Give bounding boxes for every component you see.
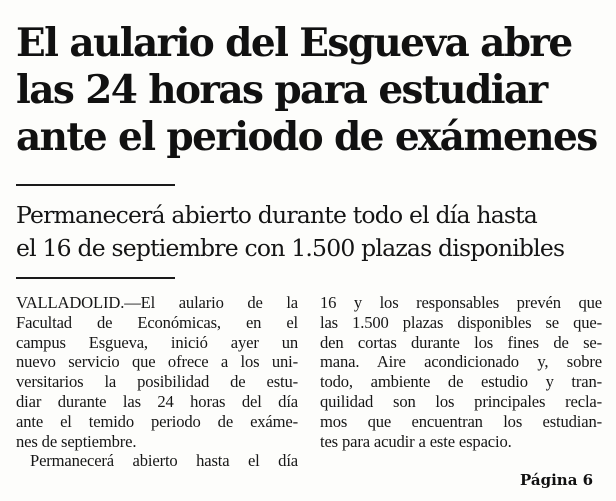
body-line: diar durante las 24 horas del día <box>16 391 298 411</box>
body-line: mos que encuentran los estudian- <box>320 411 602 431</box>
body-line: 16 y los responsables prevén que <box>320 293 602 312</box>
body-column-left <box>16 293 298 471</box>
divider-bottom <box>16 277 175 279</box>
body-line: nuevo servicio que ofrece a los uni- <box>16 352 298 372</box>
body-line: las 1.500 plazas disponibles se que- <box>320 312 602 332</box>
body-line: Facultad de Económicas, en el <box>16 312 298 332</box>
subheadline <box>16 199 612 265</box>
body-line: mana. Aire acondicionado y, sobre <box>320 352 602 372</box>
body-line: tes para acudir a este espacio. <box>320 431 512 451</box>
divider-top <box>16 184 175 186</box>
body-line: VALLADOLID.—El aulario de la <box>16 293 298 312</box>
body-line: todo, ambiente de estudio y tran- <box>320 372 602 392</box>
body-column-right <box>320 293 602 451</box>
body-line: versitarios la posibilidad de estu- <box>16 372 298 392</box>
subheadline-line: Permanecerá abierto durante todo el día hasta <box>16 201 538 229</box>
headline-line: ante el periodo de exámenes <box>16 114 597 160</box>
headline-line: El aulario del Esgueva abre <box>16 20 572 66</box>
body-line: quilidad son los principales recla- <box>320 391 602 411</box>
body-line: campus Esgueva, inició ayer un <box>16 332 298 352</box>
headline-line: las 24 horas para estudiar <box>16 67 547 113</box>
body-line: nes de septiembre. <box>16 431 137 451</box>
body-line: ante el temido periodo de exáme- <box>16 411 298 431</box>
headline <box>16 20 608 161</box>
body-line: den cortas durante los fines de se- <box>320 332 602 352</box>
page-reference: Página 6 <box>520 471 594 489</box>
body-line: Permanecerá abierto hasta el día <box>30 451 298 471</box>
subheadline-line: el 16 de septiembre con 1.500 plazas disponibles <box>16 234 565 262</box>
